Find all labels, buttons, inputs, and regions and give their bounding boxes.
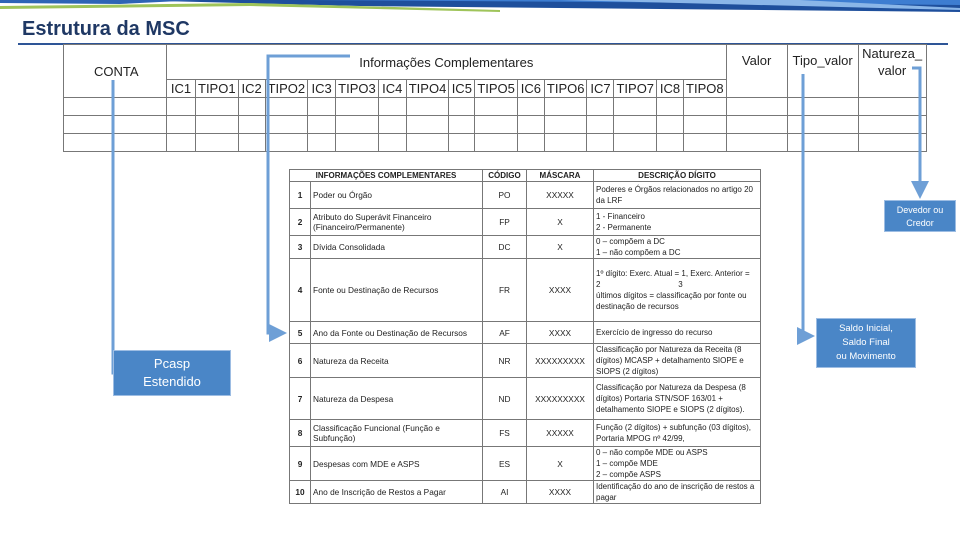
description-line: Função (2 dígitos) + subfunção (03 dígitos), bbox=[596, 423, 751, 432]
detail-row-code: DC bbox=[483, 236, 527, 259]
detail-row-number: 7 bbox=[290, 378, 311, 420]
description-line: 1º dígito: Exerc. Atual = 1, Exerc. Anterior = bbox=[596, 269, 750, 278]
description-line: Classificação por Natureza da Despesa (8 bbox=[596, 383, 746, 392]
description-line: 2 - Permanente bbox=[596, 223, 652, 232]
detail-row-code: AI bbox=[483, 481, 527, 504]
detail-row-name: Poder ou Órgão bbox=[311, 182, 483, 209]
detail-row-mask: XXXX bbox=[527, 322, 594, 344]
detail-row-code: FP bbox=[483, 209, 527, 236]
description-line: 2 – compõe ASPS bbox=[596, 470, 661, 479]
description-line: 2 3 bbox=[596, 280, 683, 289]
detail-row-code: AF bbox=[483, 322, 527, 344]
page-title: Estrutura da MSC bbox=[22, 18, 190, 40]
detail-row-name: Natureza da Despesa bbox=[311, 378, 483, 420]
arrow-info-to-detail bbox=[268, 56, 350, 333]
description-line: 1 – compõe MDE bbox=[596, 459, 658, 468]
tipo-valor-header: Tipo_valor bbox=[787, 45, 858, 98]
detail-row-name: Classificação Funcional (Função e Subfunção) bbox=[311, 420, 483, 447]
valor-header: Valor bbox=[726, 45, 787, 98]
pcasp-line2: Estendido bbox=[143, 374, 201, 389]
detail-row-code: ES bbox=[483, 447, 527, 481]
detail-row-mask: XXXXXXXXX bbox=[527, 344, 594, 378]
detail-row-number: 9 bbox=[290, 447, 311, 481]
description-line: Identificação do ano de inscrição de restos a bbox=[596, 482, 755, 491]
detail-row-number: 4 bbox=[290, 259, 311, 322]
col-ic5: IC5 bbox=[449, 80, 475, 98]
arrow-tipo-valor-to-saldo bbox=[803, 74, 812, 336]
col-tipo4: TIPO4 bbox=[406, 80, 449, 98]
description-line: 1 – não compõem a DC bbox=[596, 248, 681, 257]
detail-row-number: 6 bbox=[290, 344, 311, 378]
description-line: últimos dígitos = classificação por fonte ou bbox=[596, 291, 747, 300]
detail-row-mask: X bbox=[527, 209, 594, 236]
saldo-callout bbox=[816, 318, 916, 368]
detail-row-name: Despesas com MDE e ASPS bbox=[311, 447, 483, 481]
pcasp-line1: Pcasp bbox=[153, 356, 191, 371]
detail-row-mask: X bbox=[527, 447, 594, 481]
devedor-line1: Devedor ou bbox=[896, 205, 944, 215]
col-tipo2: TIPO2 bbox=[265, 80, 308, 98]
col-ic7: IC7 bbox=[587, 80, 614, 98]
col-tipo5: TIPO5 bbox=[475, 80, 518, 98]
detail-row-number: 5 bbox=[290, 322, 311, 344]
detail-row-code: PO bbox=[483, 182, 527, 209]
saldo-line2: Saldo Final bbox=[842, 337, 890, 348]
description-line: destinação de recursos bbox=[596, 302, 679, 311]
pcasp-estendido-callout bbox=[113, 350, 231, 396]
detail-row-mask: XXXX bbox=[527, 481, 594, 504]
description-line: detalhamento SIOPE e SIOPS (2 dígitos). bbox=[596, 405, 745, 414]
detail-row-mask: XXXXX bbox=[527, 182, 594, 209]
description-line: 1 - Financeiro bbox=[596, 212, 645, 221]
detail-row-name: Atributo do Superávit Financeiro (Financeiro/Permanente) bbox=[311, 209, 483, 236]
detail-header-code: CÓDIGO bbox=[483, 170, 527, 182]
detail-row-number: 2 bbox=[290, 209, 311, 236]
detail-header-desc: DESCRIÇÃO DÍGITO bbox=[594, 170, 761, 182]
description-line: da LRF bbox=[596, 196, 623, 205]
detail-row-name: Ano da Fonte ou Destinação de Recursos bbox=[311, 322, 483, 344]
detail-header-mask: MÁSCARA bbox=[527, 170, 594, 182]
detail-row-code: FR bbox=[483, 259, 527, 322]
col-tipo8: TIPO8 bbox=[684, 80, 727, 98]
description-line: Poderes e Órgãos relacionados no artigo 20 bbox=[596, 185, 753, 194]
description-line: 0 – compõem a DC bbox=[596, 237, 665, 246]
description-line: dígitos) MCASP + detalhamento SIOPE e bbox=[596, 356, 744, 365]
description-line: 0 – não compõe MDE ou ASPS bbox=[596, 448, 708, 457]
natureza-valor-line2: valor bbox=[878, 63, 907, 78]
col-ic1: IC1 bbox=[167, 80, 196, 98]
col-ic8: IC8 bbox=[657, 80, 684, 98]
description-line: SIOPS (2 dígitos) bbox=[596, 367, 659, 376]
arrow-natureza-to-devedor bbox=[912, 68, 920, 196]
detail-row-name: Dívida Consolidada bbox=[311, 236, 483, 259]
col-tipo7: TIPO7 bbox=[614, 80, 657, 98]
detail-row-number: 3 bbox=[290, 236, 311, 259]
arrow-conta-to-pcasp bbox=[113, 80, 133, 373]
saldo-line3: ou Movimento bbox=[836, 351, 896, 362]
conta-header: CONTA bbox=[64, 45, 167, 98]
saldo-line1: Saldo Inicial, bbox=[839, 323, 893, 334]
detail-row-number: 8 bbox=[290, 420, 311, 447]
detail-row-mask: XXXX bbox=[527, 259, 594, 322]
detail-row-name: Natureza da Receita bbox=[311, 344, 483, 378]
detail-row-code: NR bbox=[483, 344, 527, 378]
col-ic4: IC4 bbox=[378, 80, 406, 98]
description-line: Exercício de ingresso do recurso bbox=[596, 328, 713, 337]
col-tipo3: TIPO3 bbox=[336, 80, 379, 98]
devedor-line2: Credor bbox=[906, 218, 934, 228]
detail-row-code: ND bbox=[483, 378, 527, 420]
detail-row-name: Ano de Inscrição de Restos a Pagar bbox=[311, 481, 483, 504]
col-ic6: IC6 bbox=[517, 80, 544, 98]
detail-row-number: 1 bbox=[290, 182, 311, 209]
detail-row-name: Fonte ou Destinação de Recursos bbox=[311, 259, 483, 322]
detail-header-info: INFORMAÇÕES COMPLEMENTARES bbox=[290, 170, 483, 182]
col-tipo1: TIPO1 bbox=[196, 80, 239, 98]
info-complementares-header: Informações Complementares bbox=[167, 45, 727, 80]
natureza-valor-line1: Natureza_ bbox=[862, 46, 923, 61]
col-ic3: IC3 bbox=[308, 80, 336, 98]
detail-row-code: FS bbox=[483, 420, 527, 447]
description-line: Classificação por Natureza da Receita (8 bbox=[596, 345, 742, 354]
description-line: dígitos) Portaria STN/SOF 163/01 + bbox=[596, 394, 723, 403]
detail-row-number: 10 bbox=[290, 481, 311, 504]
description-line: Portaria MPOG nº 42/99, bbox=[596, 434, 685, 443]
col-ic2: IC2 bbox=[238, 80, 265, 98]
description-line: pagar bbox=[596, 493, 617, 502]
col-tipo6: TIPO6 bbox=[544, 80, 587, 98]
detail-row-mask: XXXXXXXXX bbox=[527, 378, 594, 420]
detail-row-mask: XXXXX bbox=[527, 420, 594, 447]
detail-row-mask: X bbox=[527, 236, 594, 259]
devedor-credor-callout bbox=[884, 200, 956, 232]
